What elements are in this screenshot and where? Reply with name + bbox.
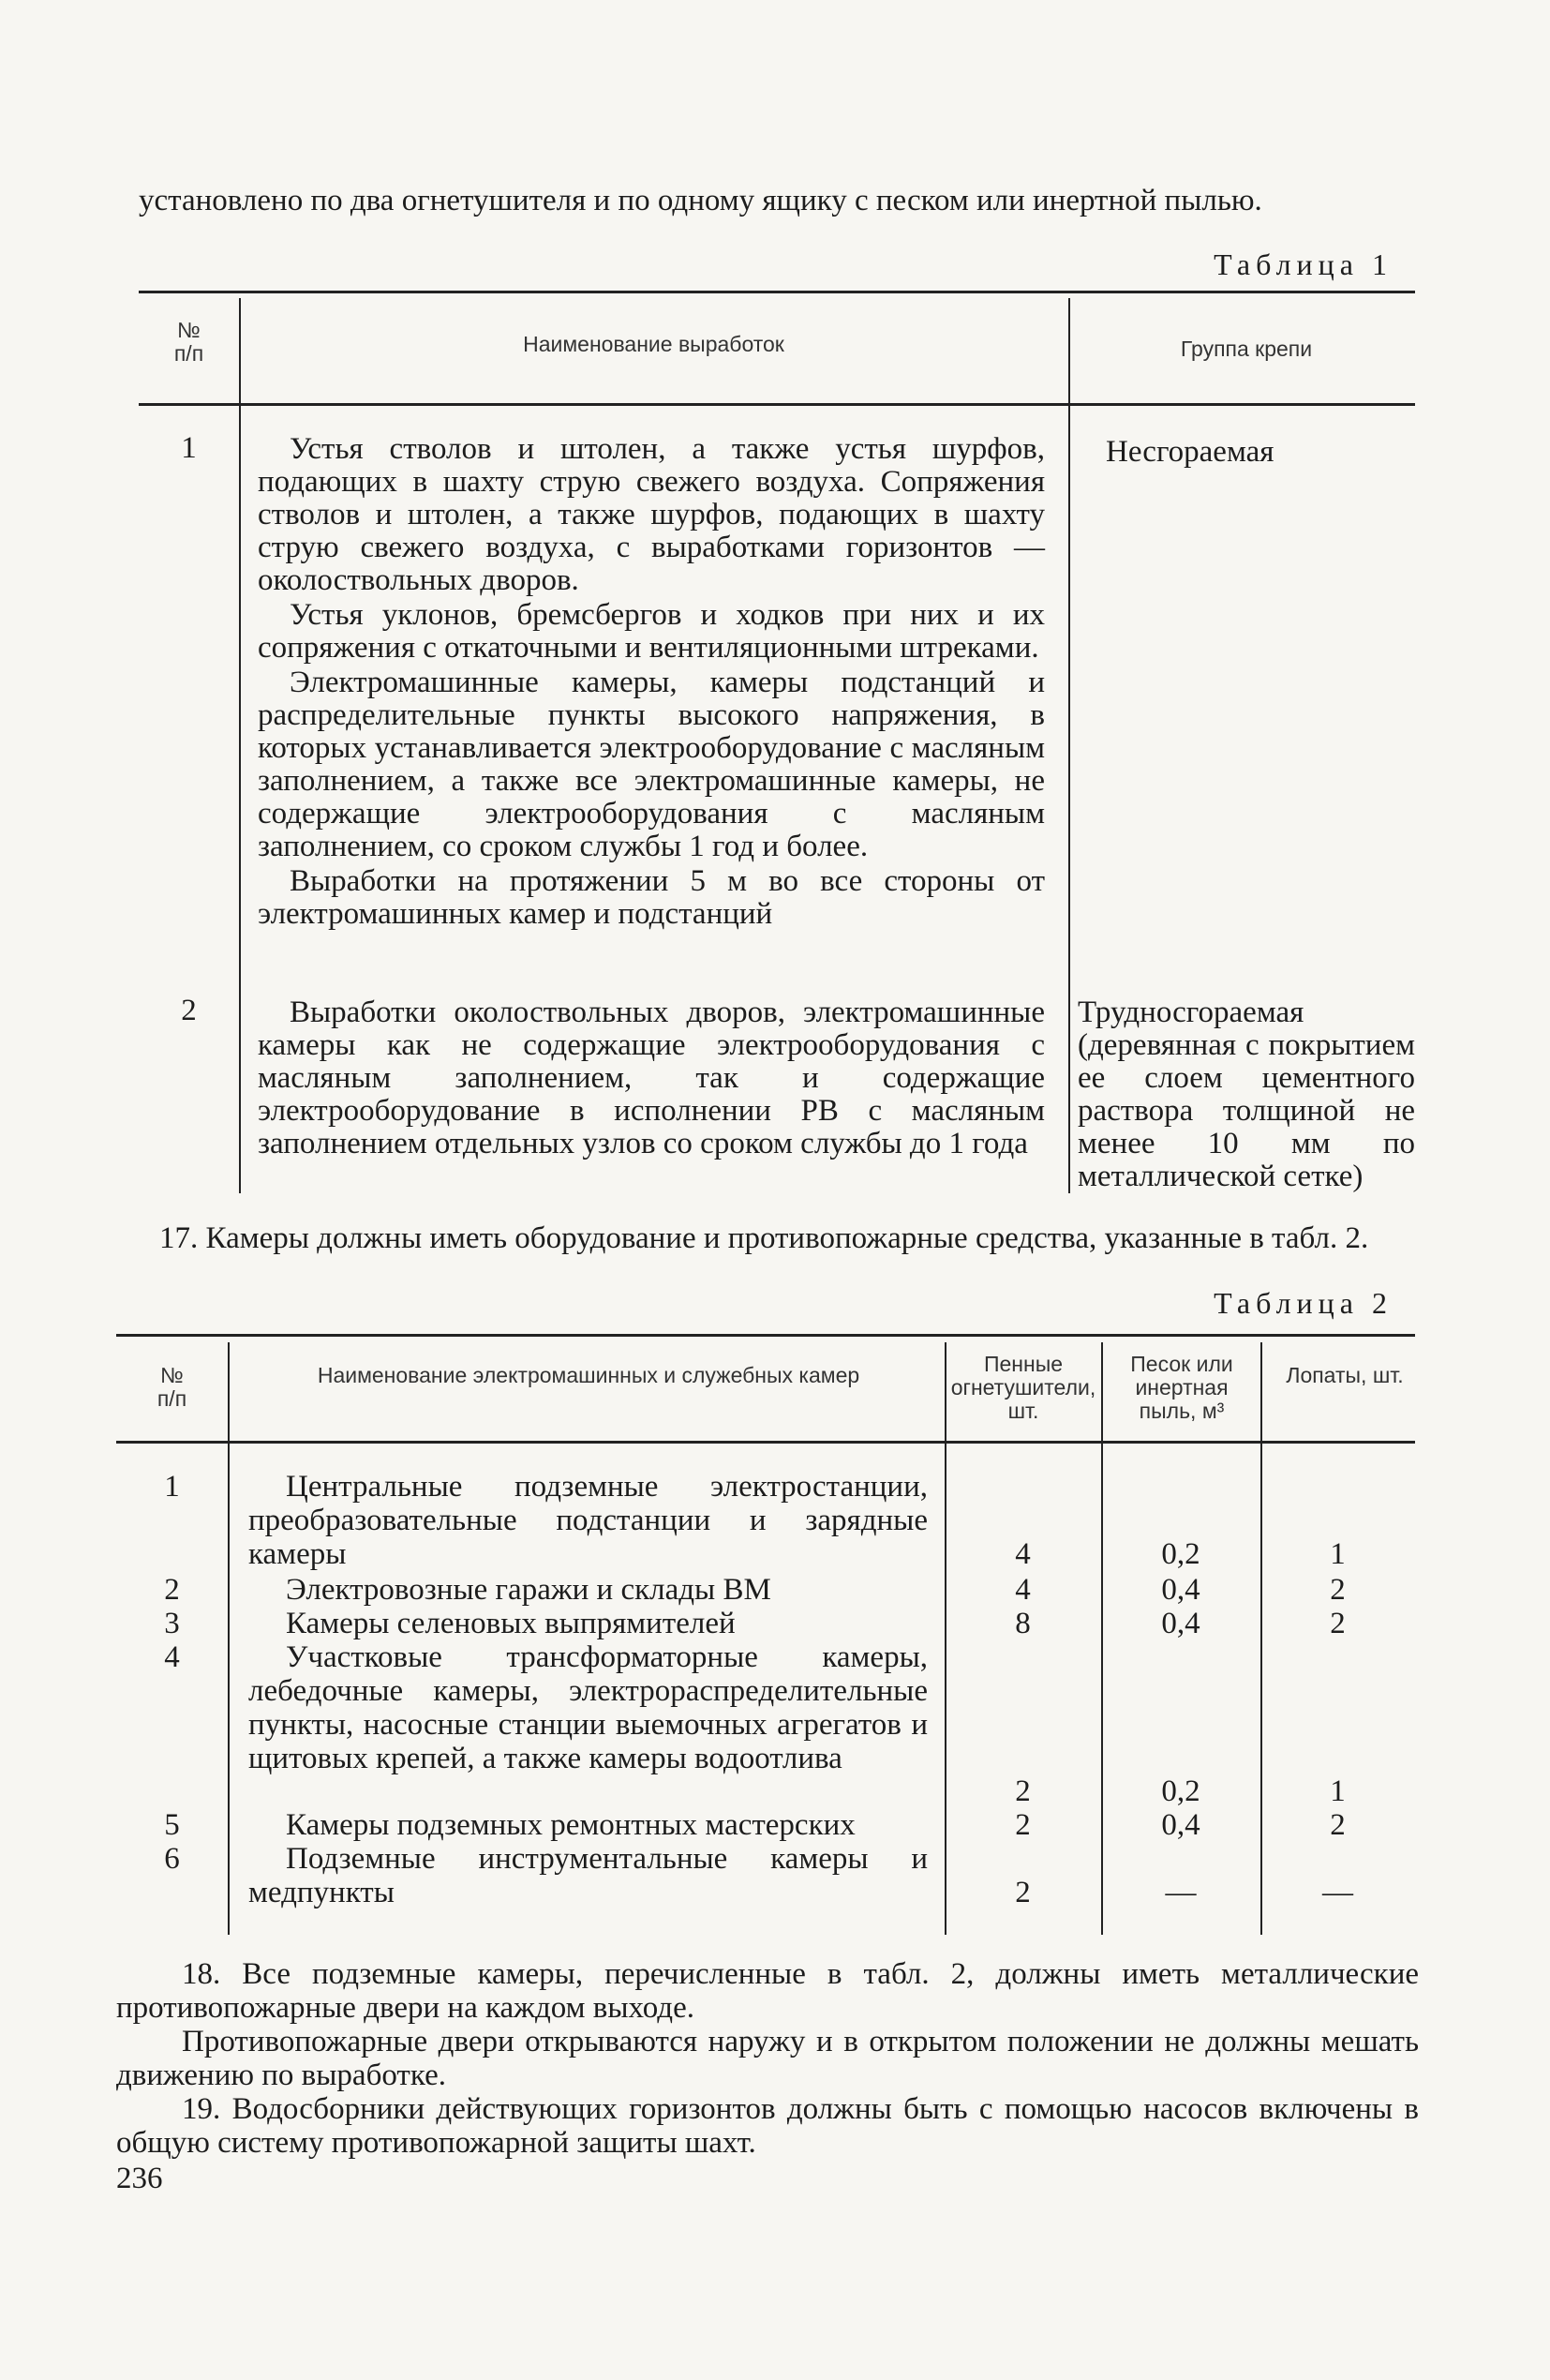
table2-row-sand: 0,4 [1161, 1808, 1200, 1842]
table1-row1-para4: Выработки на протяжении 5 м во все стороны от электромашинных камер и подстанций [258, 864, 1045, 931]
page-number: 236 [116, 2162, 163, 2195]
table1-row1-num: 1 [181, 431, 197, 465]
table1-row1-para1: Устья стволов и штолен, а также устья шурфов, подающих в шахту струю свежего воздуха. Сопряжения стволов и штолен, а также шурфов, подающих в шахту струю свежего воздуха, с выработками горизонтов — околоствольных дворов. [258, 432, 1045, 597]
table2-row-name: Камеры селеновых выпрямителей [286, 1607, 736, 1640]
table2-row-shovels: 1 [1330, 1537, 1346, 1571]
table1-row1-para2: Устья уклонов, бремсбергов и ходков при них и их сопряжения с откаточными и вентиляционными штреками. [258, 598, 1045, 665]
table2-header-foam: Пенные огнетушители, шт. [950, 1352, 1096, 1423]
table2-col-divider-1 [228, 1342, 230, 1935]
table2-row-shovels: 2 [1330, 1808, 1346, 1842]
table1-col-divider-1 [239, 298, 241, 1193]
paragraph-18: 18. Все подземные камеры, перечисленные в табл. 2, должны иметь металлические противопожарные двери на каждом выходе. [116, 1957, 1419, 2025]
table2-row-name: Электровозные гаражи и склады ВМ [286, 1573, 771, 1607]
table2-row-foam: 2 [1015, 1774, 1031, 1808]
table2-header-name: Наименование электромашинных и служебных камер [317, 1363, 860, 1387]
table2-row-sand: 0,4 [1161, 1573, 1200, 1607]
table2-row-shovels: 2 [1330, 1607, 1346, 1640]
table1-row1-name [258, 433, 1045, 931]
table1-header-num: № п/п [173, 318, 204, 366]
table1-row2-group: Трудносгораемая (деревянная с покрытием ее слоем цементного раствора толщиной не менее 10 мм по металлической сетке) [1078, 995, 1415, 1193]
table2-row-sand: 0,2 [1161, 1774, 1200, 1808]
table2-row-shovels: 2 [1330, 1573, 1346, 1607]
table2-row-foam: 2 [1015, 1876, 1031, 1909]
table2-row-foam: 8 [1015, 1607, 1031, 1640]
paragraph-18b: Противопожарные двери открываются наружу и в открытом положении не должны мешать движению по выработке. [116, 2025, 1419, 2092]
table1-caption: Таблица 1 [1214, 247, 1393, 281]
table2-row-num: 5 [164, 1808, 180, 1842]
table2-row-name: Центральные подземные электростанции, преобразовательные подстанции и зарядные камеры [248, 1470, 928, 1571]
table1-row2-para1: Выработки околоствольных дворов, электромашинные камеры как не содержащие электрооборудования с масляным заполнением, так и содержащие электрооборудование в исполнении РВ с масляным заполнением отдельных узлов со сроком службы до 1 года [258, 995, 1045, 1160]
table2-row-num: 6 [164, 1842, 180, 1876]
table2-header-sand: Песок или инертная пыль, м³ [1130, 1352, 1233, 1423]
paragraph-17: 17. Камеры должны иметь оборудование и противопожарные средства, указанные в табл. 2. [159, 1221, 1369, 1255]
table2-header-num: № п/п [156, 1363, 187, 1411]
table2-row-name: Подземные инструментальные камеры и медпункты [248, 1842, 928, 1909]
table1-row1-para3: Электромашинные камеры, камеры подстанций и распределительные пункты высокого напряжения, в которых устанавливается электрооборудование с масляным заполнением, а также все электромашинные камеры, не содержащие электрооборудования с масляным заполнением, со сроком службы 1 год и более. [258, 666, 1045, 863]
table2-header-shovels: Лопаты, шт. [1286, 1363, 1404, 1387]
table2-row-foam: 4 [1015, 1537, 1031, 1571]
table1-top-rule [139, 291, 1415, 293]
table2-row-num: 1 [164, 1470, 180, 1504]
table2-row-sand: 0,4 [1161, 1607, 1200, 1640]
table2-row-foam: 2 [1015, 1808, 1031, 1842]
table2-top-rule [116, 1334, 1415, 1337]
table2-row-num: 3 [164, 1607, 180, 1640]
table1-row2-num: 2 [181, 994, 197, 1027]
table1-row2-name [258, 996, 1045, 1160]
table2-row-name: Камеры подземных ремонтных мастерских [286, 1808, 856, 1842]
table2-row-num: 4 [164, 1640, 180, 1674]
table2-row-sand: — [1165, 1876, 1197, 1909]
table2-row-shovels: 1 [1330, 1774, 1346, 1808]
intro-paragraph: установлено по два огнетушителя и по одному ящику с песком или инертной пылью. [139, 184, 1262, 217]
table2-row-sand: 0,2 [1161, 1537, 1200, 1571]
paragraph-19: 19. Водосборники действующих горизонтов должны быть с помощью насосов включены в общую систему противопожарной защиты шахт. [116, 2092, 1419, 2160]
table2-row-shovels: — [1322, 1876, 1353, 1909]
table1-header-group: Группа крепи [1180, 337, 1313, 361]
table2-header-rule [116, 1441, 1415, 1444]
table1-header-name: Наименование выработок [523, 332, 784, 356]
table2-row-foam: 4 [1015, 1573, 1031, 1607]
table1-col-divider-2 [1068, 298, 1070, 1193]
table2-caption: Таблица 2 [1214, 1286, 1393, 1320]
table1-row1-group: Несгораемая [1106, 435, 1274, 469]
table2-row-num: 2 [164, 1573, 180, 1607]
table2-row-name: Участковые трансформаторные камеры, лебедочные камеры, электрораспределительные пункты, насосные станции выемочных агрегатов и щитовых крепей, а также камеры водоотлива [248, 1640, 928, 1775]
table1-header-rule [139, 403, 1415, 406]
